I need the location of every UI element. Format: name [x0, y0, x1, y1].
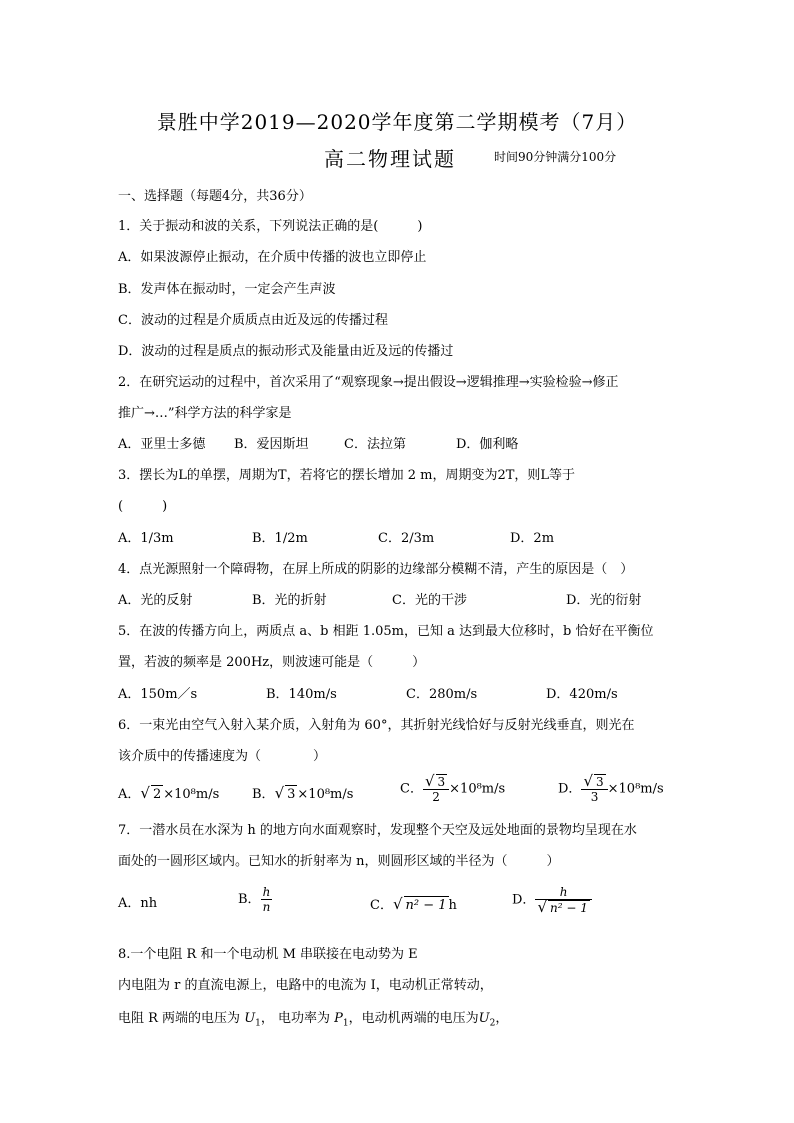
- sqrt-icon: √: [424, 772, 435, 790]
- q7-stem-line1: 7．一潜水员在水深为 h 的地方向水面观察时，发现整个天空及远处地面的景物均呈现在水: [118, 823, 637, 838]
- q3-option-b: B．1/2m: [252, 531, 308, 546]
- q6-a-radicand: 2: [152, 787, 162, 802]
- q1-option-b: B．发声体在振动时，一定会产生声波: [118, 282, 336, 297]
- q7-b-label: B．: [238, 892, 261, 907]
- section-heading: 一、选择题（每题4分，共36分）: [118, 189, 312, 204]
- q8-u1-sub: 1: [255, 1018, 261, 1029]
- time-info: 时间90分钟满分100分: [494, 150, 617, 164]
- q7-c-label: C．: [370, 898, 393, 913]
- q6-d-unit: ×10⁸m/s: [607, 781, 664, 797]
- q1-option-d: D．波动的过程是质点的振动形式及能量由近及远的传播过: [118, 344, 454, 359]
- q2-option-b: B．爱因斯坦: [234, 437, 309, 452]
- q2-option-d: D．伽利略: [456, 437, 519, 452]
- q5-option-b: B．140m/s: [266, 687, 337, 702]
- q7-b-numerator: h: [262, 885, 271, 899]
- q8-u2-sub: 2: [489, 1018, 496, 1029]
- q8-line2: 内电阻为 r 的直流电源上，电路中的电流为 I，电动机正常转动，: [118, 978, 493, 993]
- q8-line3-d: ，: [495, 1011, 509, 1026]
- q4-option-c: C．光的干涉: [392, 593, 467, 608]
- q2-stem-line2: 推广→…”科学方法的科学家是: [118, 406, 292, 421]
- q6-c-label: C．: [400, 781, 423, 797]
- q6-d-radicand: 3: [596, 775, 604, 789]
- q6-option-d: [558, 774, 664, 804]
- q2-stem-line1: 2．在研究运动的过程中，首次采用了“观察现象→提出假设→逻辑推理→实验检验→修正: [118, 375, 619, 390]
- q6-c-radicand: 3: [437, 775, 446, 789]
- q7-b-fraction: [261, 885, 273, 914]
- q5-option-c: C．280m/s: [406, 687, 478, 702]
- q5-stem-line1: 5．在波的传播方向上，两质点 a、b 相距 1.05m，已知 a 达到最大位移时，b 恰好在平衡位: [118, 624, 654, 639]
- q4-option-d: D．光的衍射: [566, 593, 642, 608]
- q1-option-c: C．波动的过程是介质质点由近及远的传播过程: [118, 313, 388, 328]
- q3-option-d: D．2m: [510, 531, 555, 546]
- q8-p1-symbol: P: [334, 1011, 343, 1026]
- q7-d-radicand: n² − 1: [550, 901, 588, 915]
- sqrt-icon: √: [537, 898, 547, 916]
- q8-u2-symbol: U: [478, 1011, 490, 1026]
- q3-option-c: C．2/3m: [378, 531, 435, 546]
- q8-line3-c: ，电动机两端的电压为: [348, 1011, 479, 1026]
- q3-option-a: A．1/3m: [118, 531, 174, 546]
- q7-d-label: D．: [512, 892, 536, 908]
- sqrt-icon: √: [140, 784, 150, 802]
- q6-option-a: [118, 784, 219, 804]
- q4-option-b: B．光的折射: [252, 593, 327, 608]
- q4-option-a: A．光的反射: [118, 593, 193, 608]
- q6-c-denominator: 2: [432, 790, 440, 804]
- q8-p1-sub: 1: [342, 1018, 349, 1029]
- exam-title: 景胜中学2019—2020学年度第二学期模考（7月）: [156, 110, 638, 134]
- q7-c-radicand: n² − 1: [405, 898, 447, 913]
- q6-option-b: [252, 784, 353, 804]
- q7-d-fraction: [535, 885, 591, 915]
- q2-option-c: C．法拉第: [344, 437, 406, 452]
- q6-stem-line2: 该介质中的传播速度为（ ）: [118, 749, 327, 764]
- q7-option-d: [512, 885, 592, 915]
- q6-b-label: B．: [252, 787, 275, 802]
- q3-stem-line1: 3．摆长为L的单摆，周期为T，若将它的摆长增加 2 m，周期变为2T，则L等于: [118, 468, 576, 483]
- q7-option-c: [370, 895, 457, 915]
- q7-option-a: A．nh: [118, 896, 158, 911]
- q6-d-denominator: 3: [590, 790, 599, 804]
- q6-c-fraction: [423, 774, 449, 804]
- q4-stem: 4．点光源照射一个障碍物，在屏上所成的阴影的边缘部分模糊不清，产生的原因是（ ）: [118, 562, 634, 577]
- q6-option-c: [400, 774, 505, 804]
- q8-line3-b: ， 电功率为: [260, 1011, 335, 1026]
- q8-line3-a: 电阻 R 两端的电压为: [118, 1011, 245, 1026]
- q6-a-unit: ×10⁸m/s: [163, 787, 220, 802]
- q8-line3: [118, 1010, 508, 1033]
- exam-subtitle: 高二物理试题: [324, 147, 456, 171]
- q6-stem-line1: 6．一束光由空气入射入某介质，入射角为 60°，其折射光线恰好与反射光线垂直，则光在: [118, 718, 635, 733]
- q6-c-unit: ×10⁸m/s: [449, 781, 506, 797]
- q7-option-b: [238, 885, 272, 914]
- q2-option-a: A．亚里士多德: [118, 437, 206, 452]
- q3-stem-line2: ( ): [118, 499, 168, 514]
- q6-b-unit: ×10⁸m/s: [297, 787, 354, 802]
- q7-b-denominator: n: [262, 900, 271, 914]
- sqrt-icon: √: [583, 772, 593, 790]
- q1-stem: 1．关于振动和波的关系，下列说法正确的是( ): [118, 219, 423, 234]
- q7-c-suffix: h: [448, 898, 457, 913]
- q1-option-a: A．如果波源停止振动，在介质中传播的波也立即停止: [118, 250, 427, 265]
- sqrt-icon: √: [274, 784, 285, 802]
- q6-d-label: D．: [558, 781, 582, 797]
- q7-d-numerator: h: [535, 885, 591, 900]
- q6-a-label: A．: [118, 787, 141, 802]
- q6-d-fraction: [581, 774, 607, 804]
- sqrt-icon: √: [392, 895, 403, 913]
- q8-line1: 8.一个电阻 R 和一个电动机 M 串联接在电动势为 E: [118, 947, 418, 962]
- q5-option-d: D．420m/s: [546, 687, 618, 702]
- q8-u1-symbol: U: [244, 1011, 256, 1026]
- q5-option-a: A．150m／s: [118, 687, 198, 702]
- q6-b-radicand: 3: [287, 787, 296, 802]
- q5-stem-line2: 置，若波的频率是 200Hz，则波速可能是（ ）: [118, 655, 426, 670]
- q7-stem-line2: 面处的一圆形区域内。已知水的折射率为 n，则圆形区域的半径为（ ）: [118, 854, 560, 869]
